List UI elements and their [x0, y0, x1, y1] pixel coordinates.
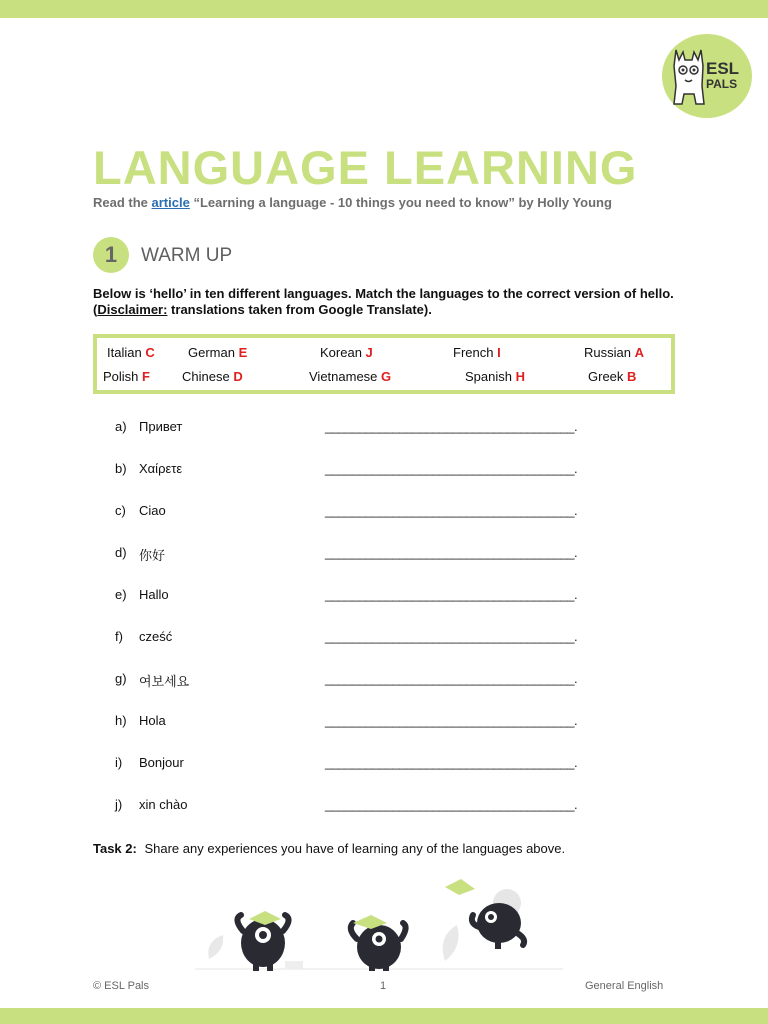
language-option [453, 345, 501, 360]
top-accent-bar [0, 0, 768, 18]
greeting-word: xin chào [139, 797, 188, 812]
page-title: LANGUAGE LEARNING [93, 141, 638, 194]
llama-icon [670, 46, 706, 108]
language-letter: F [142, 369, 150, 384]
greeting-label: a) [115, 419, 127, 434]
greeting-label: b) [115, 461, 127, 476]
language-option [320, 345, 373, 360]
language-option [107, 345, 155, 360]
subtitle-suffix: “Learning a language - 10 things you need to know” by Holly Young [189, 195, 612, 210]
language-letter: H [515, 369, 525, 384]
language-letter: D [233, 369, 243, 384]
language-name: Italian [107, 345, 142, 360]
disclaimer-text: translations taken from Google Translate). [167, 302, 432, 317]
task-2-label: Task 2: [93, 841, 137, 856]
subtitle-prefix: Read the [93, 195, 152, 210]
language-letter: J [365, 345, 373, 360]
footer-category: General English [585, 980, 664, 992]
greeting-word: Hallo [139, 587, 169, 602]
logo-line-2: PALS [706, 77, 738, 91]
language-letter: E [238, 345, 248, 360]
language-option [188, 345, 247, 360]
greeting-word: Bonjour [139, 755, 184, 770]
language-name: Vietnamese [309, 369, 378, 384]
answer-blank[interactable]: _____________________________________. [325, 797, 578, 812]
logo-text [706, 60, 739, 90]
graduation-cap-icon [445, 879, 475, 895]
language-name: Korean [320, 345, 362, 360]
task-2 [93, 841, 565, 856]
monster-icon [472, 889, 524, 949]
greeting-word: Привет [139, 419, 183, 434]
leaf-icon [208, 935, 223, 959]
language-option [588, 369, 636, 384]
answer-blank[interactable]: _____________________________________. [325, 755, 578, 770]
footer-page-number: 1 [380, 980, 387, 992]
monster-graduates-illustration [195, 875, 565, 975]
greeting-label: i) [115, 755, 123, 770]
leaf-icon [443, 925, 459, 961]
language-letter: B [627, 369, 637, 384]
answer-blank[interactable]: _____________________________________. [325, 545, 578, 560]
subtitle [93, 195, 612, 210]
article-link[interactable]: article [151, 195, 190, 210]
language-option [309, 369, 391, 384]
logo-line-1: ESL [706, 59, 740, 78]
instructions-text: Below is ‘hello’ in ten different languages. Match the languages to the correct version of hello. ( [93, 286, 674, 317]
answer-blank[interactable]: _____________________________________. [325, 671, 578, 686]
language-name: French [453, 345, 494, 360]
monster-icon [351, 915, 406, 971]
section-title: WARM UP [141, 245, 233, 266]
language-name: German [188, 345, 235, 360]
greeting-label: g) [115, 671, 127, 686]
greeting-label: h) [115, 713, 127, 728]
greeting-word: cześć [139, 629, 173, 644]
answer-blank[interactable]: _____________________________________. [325, 587, 578, 602]
language-letter: C [145, 345, 155, 360]
language-name: Polish [103, 369, 139, 384]
language-letter: A [634, 345, 644, 360]
answer-blank[interactable]: _____________________________________. [325, 629, 578, 644]
bottom-accent-bar [0, 1008, 768, 1024]
answer-blank[interactable]: _____________________________________. [325, 461, 578, 476]
footer-copyright: © ESL Pals [93, 980, 149, 992]
greeting-word: 여보세요 [139, 674, 190, 689]
answer-blank[interactable]: _____________________________________. [325, 503, 578, 518]
answer-blank[interactable]: _____________________________________. [325, 713, 578, 728]
language-letter: I [497, 345, 501, 360]
greeting-label: d) [115, 545, 127, 560]
section-number-badge: 1 [93, 237, 129, 273]
language-option [465, 369, 525, 384]
greeting-label: j) [115, 797, 123, 812]
greeting-label: e) [115, 587, 127, 602]
esl-pals-logo [662, 34, 752, 118]
language-option [103, 369, 150, 384]
greeting-word: Hola [139, 713, 166, 728]
book-icon [285, 961, 303, 969]
language-name: Russian [584, 345, 631, 360]
disclaimer-label: Disclaimer: [97, 302, 168, 317]
greeting-word: Χαίρετε [139, 461, 183, 476]
language-option [584, 345, 644, 360]
language-name: Greek [588, 369, 624, 384]
instructions [93, 286, 683, 318]
language-letter: G [381, 369, 392, 384]
greeting-label: c) [115, 503, 126, 518]
language-name: Spanish [465, 369, 512, 384]
answer-blank[interactable]: _____________________________________. [325, 419, 578, 434]
language-name: Chinese [182, 369, 230, 384]
language-option [182, 369, 243, 384]
task-2-text: Share any experiences you have of learning any of the languages above. [144, 841, 566, 856]
greeting-word: 你好 [139, 548, 166, 563]
monster-icon [237, 911, 288, 971]
greeting-word: Ciao [139, 503, 166, 518]
language-options-box [93, 334, 675, 394]
greeting-label: f) [115, 629, 123, 644]
